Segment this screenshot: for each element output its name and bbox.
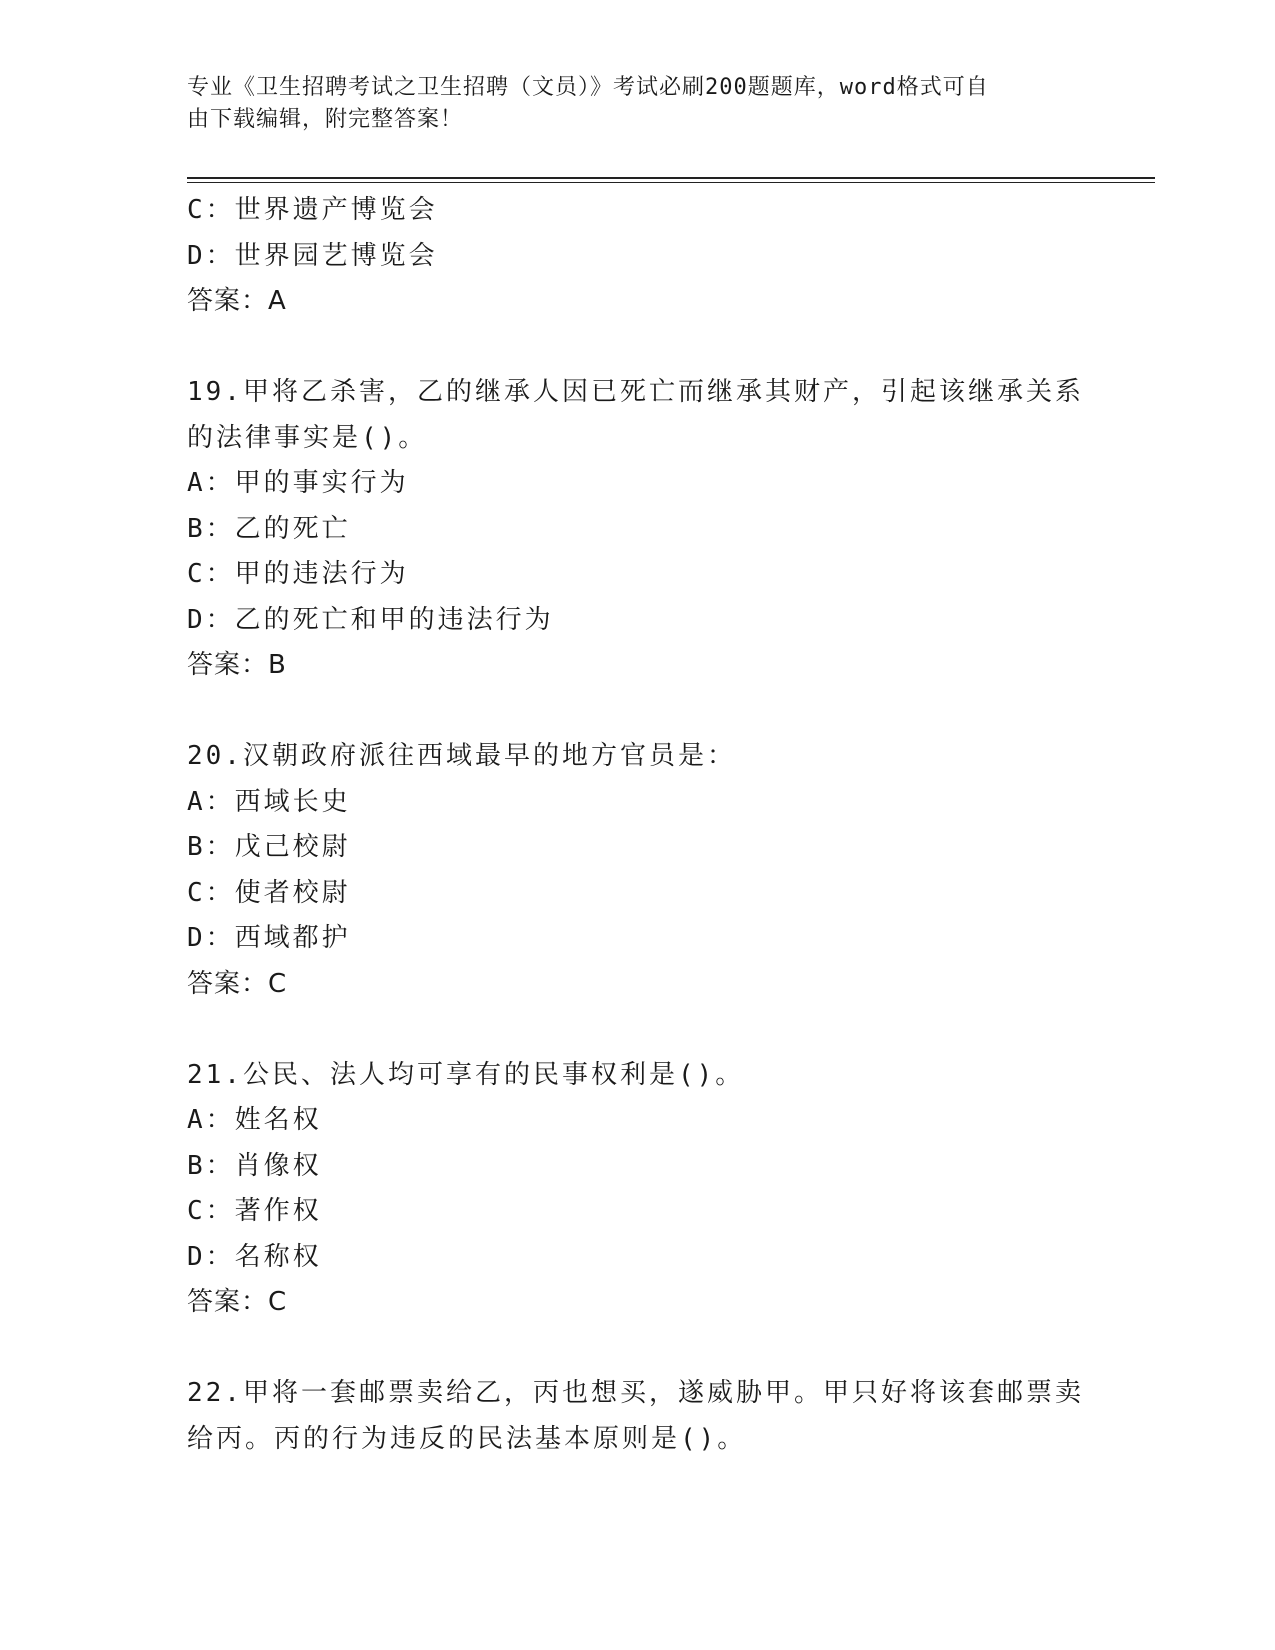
- question-19: [187, 370, 1087, 689]
- option-c: C：著作权: [187, 1196, 322, 1226]
- option-b: B：肖像权: [187, 1150, 322, 1181]
- option-c: C：使者校尉: [187, 877, 351, 908]
- spacer: [187, 1007, 1087, 1053]
- question-content: [187, 188, 1087, 1462]
- question-stem-continued: 的法律事实是()。: [187, 422, 428, 453]
- question-20: [187, 734, 1087, 1007]
- question-stem: 22.甲将一套邮票卖给乙，丙也想买，遂威胁甲。甲只好将该套邮票卖: [187, 1378, 1084, 1408]
- option-c: C：甲的违法行为: [187, 559, 409, 589]
- page-header: [187, 72, 1067, 136]
- header-rule-thick: [187, 177, 1155, 179]
- answer: 答案：C: [187, 1287, 288, 1317]
- option-a: A：西域长史: [187, 786, 351, 817]
- header-line-1: 专业《卫生招聘考试之卫生招聘（文员）》考试必刷200题题库，word格式可自: [187, 75, 989, 100]
- option-b: B：戊己校尉: [187, 832, 351, 862]
- question-22: [187, 1371, 1087, 1462]
- answer: 答案：C: [187, 968, 288, 999]
- header-line-2: 由下载编辑，附完整答案！: [187, 107, 464, 132]
- answer: 答案：A: [187, 286, 287, 316]
- question-stem-continued: 给丙。丙的行为违反的民法基本原则是()。: [187, 1423, 747, 1454]
- question-stem: 21.公民、法人均可享有的民事权利是()。: [187, 1059, 745, 1090]
- question-21: [187, 1053, 1087, 1326]
- option-a: A：甲的事实行为: [187, 468, 409, 498]
- option-d: D：名称权: [187, 1241, 322, 1272]
- option-b: B：乙的死亡: [187, 513, 351, 544]
- option-d: D：乙的死亡和甲的违法行为: [187, 604, 554, 635]
- spacer: [187, 1326, 1087, 1372]
- option-d: D：西域都护: [187, 923, 351, 953]
- option-c: C：世界遗产博览会: [187, 195, 438, 225]
- question-18-tail: [187, 188, 1087, 325]
- option-a: A：姓名权: [187, 1105, 322, 1135]
- spacer: [187, 325, 1087, 371]
- question-stem: 20.汉朝政府派往西域最早的地方官员是：: [187, 741, 736, 771]
- option-d: D：世界园艺博览会: [187, 240, 438, 271]
- header-rule-thin: [187, 182, 1155, 183]
- spacer: [187, 689, 1087, 735]
- answer: 答案：B: [187, 650, 287, 680]
- question-stem: 19.甲将乙杀害，乙的继承人因已死亡而继承其财产，引起该继承关系: [187, 377, 1084, 407]
